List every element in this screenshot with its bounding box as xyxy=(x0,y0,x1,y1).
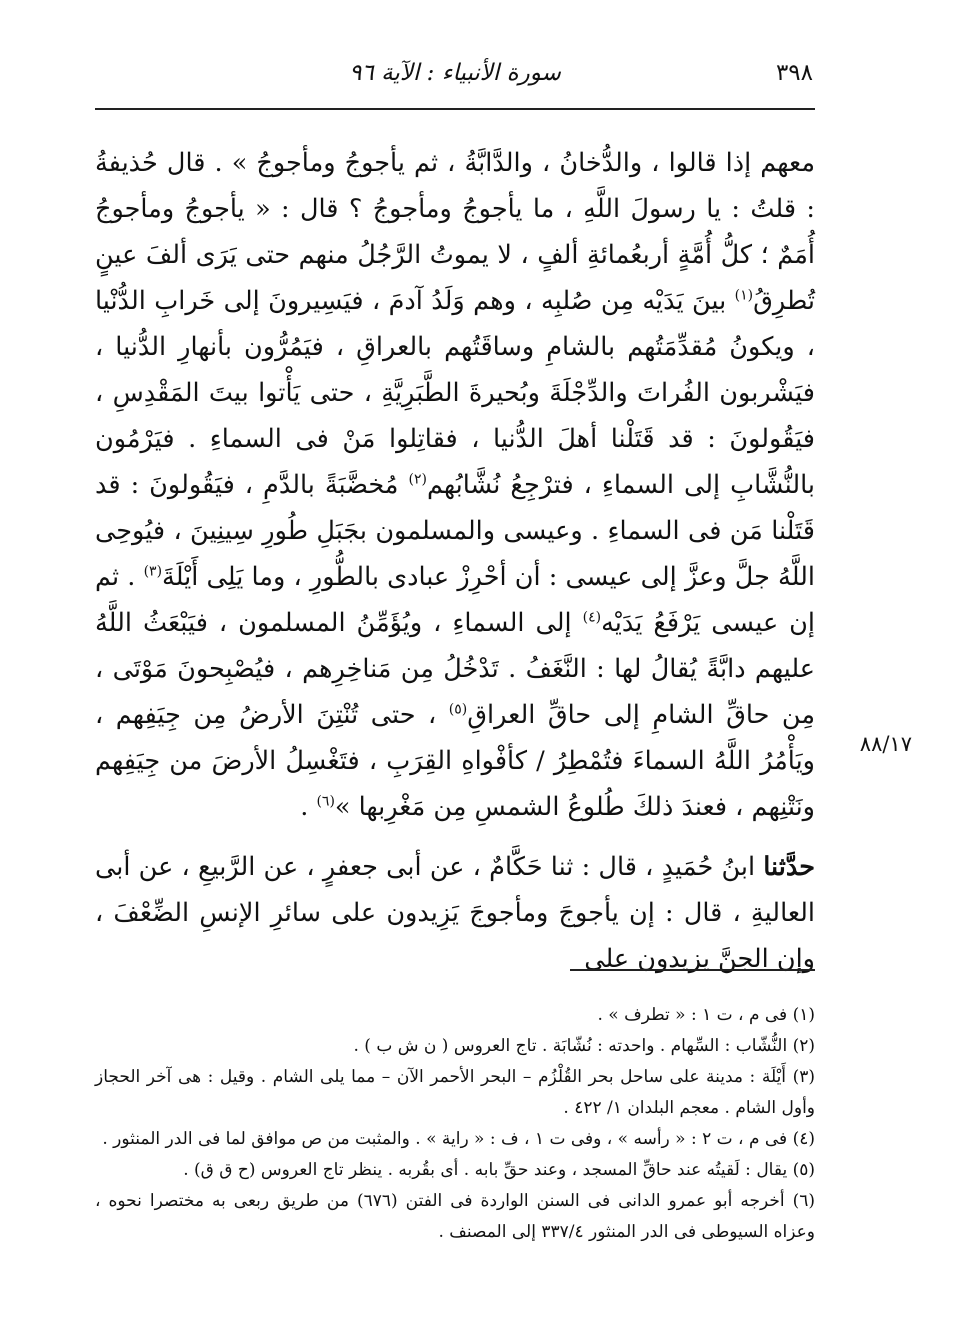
isnad-lead-word: حدَّثنا xyxy=(763,852,815,882)
footnote-ref-1: (١) xyxy=(734,287,754,304)
footnote: (١) فى م ، ت ١ : « تطرف » . xyxy=(597,1005,815,1025)
text-segment: ابنُ حُمَيدٍ ، قال : ثنا حَكَّامٌ ، عن أبى جعفرٍ ، عن الرَّبيعِ ، عن أبى العاليةِ ، قال : إن يأجوجَ ومأجوجَ يَزِيدون على سائرِ الإنسِ الضِّعْفَ ، وإن الجنَّ يزيدون على xyxy=(95,852,815,974)
margin-reference: ٨٨/١٧ xyxy=(859,732,912,756)
footnote: (٣) أَيْلَة : مدينة على ساحل بحر القُلْزُم – البحر الأحمر الآن – مما يلى الشام . وقيل : هى آخر الحجاز وأول الشام . معجم البلدان ١/ ٤٢٢ . xyxy=(95,1067,815,1118)
footnote: (٥) يقال : لَقيتُه عند حاقِّ المسجد ، وعند حقِّ بابه . أى بقُربه . ينظر تاج العروس (ح ق ق) . xyxy=(183,1160,815,1180)
page-header xyxy=(95,52,815,96)
paragraph-isnad xyxy=(95,844,815,982)
footnote: (٤) فى م ، ت ٢ : « رأسه » ، وفى ت ١ ، ف : « راية » . والمثبت من ص موافق لما فى الدر المنثور . xyxy=(102,1129,815,1149)
footnote: (٢) النُّشّاب : السِّهام . واحدته : نُشّابَة . تاج العروس ( ن ش ب ) . xyxy=(353,1036,815,1056)
footnote-ref-3: (٣) xyxy=(143,563,163,580)
footnote-ref-6: (٦) xyxy=(316,793,335,810)
text-segment: بينَ يَدَيْه مِن صُلبِه ، وهم وَلَدُ آدمَ ، فيَسِيرونَ إلى خَرابِ الدُّنْيا ، ويكونُ مُقدِّمَتُهم بالشامِ وساقَتُهم بالعراقِ ، فيَمُرُّون بأنهارِ الدُّنيا ، فيَشْربون الفُراتَ والدِّجْلَةَ وبُحيرةَ الطَّبَرِيَّةِ ، حتى يَأْتوا بيتَ المَقْدِسِ ، فيَقُولونَ : قد قَتَلْنا أهلَ الدُّنيا ، فقاتِلوا مَنْ فى السماءِ . فيَرْمُون بالنُّشَّابِ إلى السماءِ ، فترْجِعُ نُشَّابُهم xyxy=(95,286,815,500)
running-title: سورة الأنبياء : الآية ٩٦ xyxy=(349,60,561,86)
header-rule xyxy=(95,108,815,110)
main-text xyxy=(95,140,815,982)
footnote: (٦) أخرجه أبو عمرو الدانى فى السنن الواردة فى الفتن (٦٧٦) من طريق ربعى به مختصرا نحوه ، وعزاه السيوطى فى الدر المنثور ٣٣٧/٤ إلى المصنف . xyxy=(95,1191,815,1242)
footnotes xyxy=(95,1000,815,1248)
text-segment: . ثم إن عيسى يَرْفَعُ يَدَيْه xyxy=(95,562,815,638)
footnote-ref-5: (٥) xyxy=(448,701,468,718)
footnote-rule xyxy=(570,969,815,971)
text-segment: . xyxy=(300,792,317,822)
footnote-ref-4: (٤) xyxy=(582,609,602,626)
text-segment: مُخضَّبَةً بالدَّمِ ، فيَقُولونَ : قد قَتَلْنا مَن فى السماءِ . وعيسى والمسلمون بجَبَلِ طُورِ سِينِينَ ، فيُوحِى اللَّهُ جلَّ وعزَّ إلى عيسى : أن أحْرِزْ عبادى بالطُّورِ ، وما يَلِى أَيْلَةَ xyxy=(95,470,815,592)
footnote-ref-2: (٢) xyxy=(408,471,427,488)
text-segment: ، حتى تُنْتِنَ الأرضُ مِن جِيَفِهم ، ويَأْمُرُ اللَّهُ السماءَ فتُمْطِرُ / كأفْواهِ القِرَبِ ، فتَغْسِلُ الأرضَ من جِيَفِهم ونَتْنِهم ، فعندَ ذلكَ طُلوعُ الشمسِ مِن مَغْرِبها » xyxy=(95,700,815,822)
page-number: ٣٩٨ xyxy=(775,60,813,86)
text-segment: إلى السماءِ ، ويُؤَمِّنُ المسلمون ، فيَبْعَثُ اللَّهُ عليهم دابَّةً يُقالُ لها : النَّغَفُ . تَدْخُلُ مِن مَناخِرِهم ، فيُصْبِحونَ مَوْتَى ، مِن حاقِّ الشامِ إلى حاقِّ العراقِ xyxy=(95,608,815,730)
text-segment: معهم إذا قالوا ، والدُّخانُ ، والدَّابَّةُ ، ثم يأجوجُ ومأجوجُ » . قال حُذيفةُ : قلتُ : يا رسولَ اللَّهِ ، ما يأجوجُ ومأجوجُ ؟ قال : « يأجوجُ ومأجوجُ أُمَمٌ ؛ كلُّ أُمَّةٍ أربعُمائةِ ألفٍ ، لا يموتُ الرَّجُلُ منهم حتى يَرَى ألفَ عينٍ تُطرِقُ xyxy=(95,148,815,316)
paragraph-hadith xyxy=(95,140,815,830)
